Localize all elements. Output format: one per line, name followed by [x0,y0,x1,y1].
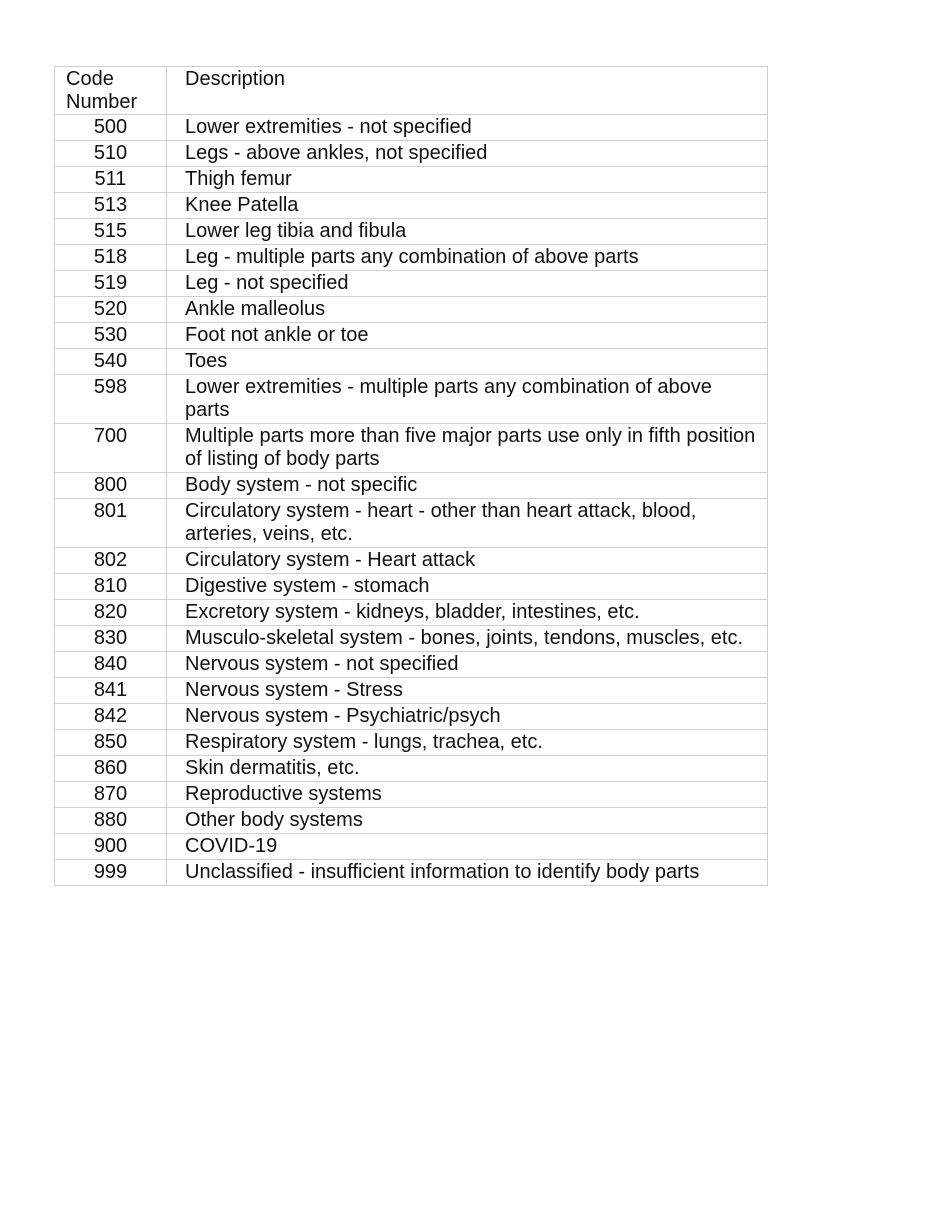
description-cell: Unclassified - insufficient information to identify body parts [167,860,768,886]
description-cell: Leg - multiple parts any combination of above parts [167,245,768,271]
table-row [55,756,768,782]
table-row [55,349,768,375]
code-cell: 800 [55,473,167,499]
description-cell: Nervous system - Stress [167,678,768,704]
table-row [55,167,768,193]
table-row [55,271,768,297]
description-cell: Toes [167,349,768,375]
body-part-codes-table [54,66,768,886]
description-cell: Circulatory system - Heart attack [167,548,768,574]
code-cell: 810 [55,574,167,600]
table-row [55,730,768,756]
code-cell: 999 [55,860,167,886]
code-cell: 500 [55,115,167,141]
description-cell: Multiple parts more than five major parts use only in fifth position of listing of body parts [167,424,768,473]
code-number-header [55,67,167,115]
code-cell: 700 [55,424,167,473]
code-cell: 519 [55,271,167,297]
code-cell: 842 [55,704,167,730]
description-cell: Circulatory system - heart - other than heart attack, blood, arteries, veins, etc. [167,499,768,548]
description-cell: Leg - not specified [167,271,768,297]
code-cell: 598 [55,375,167,424]
description-cell: Reproductive systems [167,782,768,808]
code-cell: 511 [55,167,167,193]
description-cell: Nervous system - Psychiatric/psych [167,704,768,730]
description-cell: Digestive system - stomach [167,574,768,600]
table-row [55,499,768,548]
code-cell: 850 [55,730,167,756]
description-cell: Other body systems [167,808,768,834]
code-cell: 540 [55,349,167,375]
table-row [55,652,768,678]
code-cell: 518 [55,245,167,271]
code-cell: 801 [55,499,167,548]
code-cell: 530 [55,323,167,349]
description-cell: COVID-19 [167,834,768,860]
table-row [55,141,768,167]
table-row [55,548,768,574]
description-cell: Respiratory system - lungs, trachea, etc. [167,730,768,756]
description-cell: Thigh femur [167,167,768,193]
code-cell: 870 [55,782,167,808]
code-cell: 860 [55,756,167,782]
table-row [55,245,768,271]
code-cell: 840 [55,652,167,678]
code-cell: 830 [55,626,167,652]
table-row [55,375,768,424]
code-header-line2: Number [66,91,138,113]
description-cell: Knee Patella [167,193,768,219]
code-cell: 515 [55,219,167,245]
table-row [55,626,768,652]
code-cell: 513 [55,193,167,219]
table-row [55,115,768,141]
table-row [55,834,768,860]
table-header [55,67,768,115]
table-row [55,323,768,349]
code-cell: 880 [55,808,167,834]
description-cell: Nervous system - not specified [167,652,768,678]
table-row [55,808,768,834]
code-cell: 802 [55,548,167,574]
header-row [55,67,768,115]
description-cell: Body system - not specific [167,473,768,499]
description-cell: Foot not ankle or toe [167,323,768,349]
table-row [55,424,768,473]
description-cell: Lower extremities - multiple parts any combination of above parts [167,375,768,424]
table-row [55,473,768,499]
code-cell: 520 [55,297,167,323]
table-row [55,678,768,704]
table-row [55,193,768,219]
table-row [55,782,768,808]
table-row [55,297,768,323]
description-cell: Ankle malleolus [167,297,768,323]
description-cell: Excretory system - kidneys, bladder, intestines, etc. [167,600,768,626]
table-row [55,574,768,600]
code-cell: 841 [55,678,167,704]
table-row [55,860,768,886]
description-cell: Lower extremities - not specified [167,115,768,141]
code-cell: 900 [55,834,167,860]
table-row [55,704,768,730]
code-cell: 510 [55,141,167,167]
code-header-line1: Code [66,68,114,90]
code-cell: 820 [55,600,167,626]
description-cell: Musculo-skeletal system - bones, joints, tendons, muscles, etc. [167,626,768,652]
description-cell: Lower leg tibia and fibula [167,219,768,245]
description-header: Description [167,67,768,115]
description-cell: Legs - above ankles, not specified [167,141,768,167]
description-cell: Skin dermatitis, etc. [167,756,768,782]
table-row [55,219,768,245]
table-body [55,115,768,886]
table-row [55,600,768,626]
